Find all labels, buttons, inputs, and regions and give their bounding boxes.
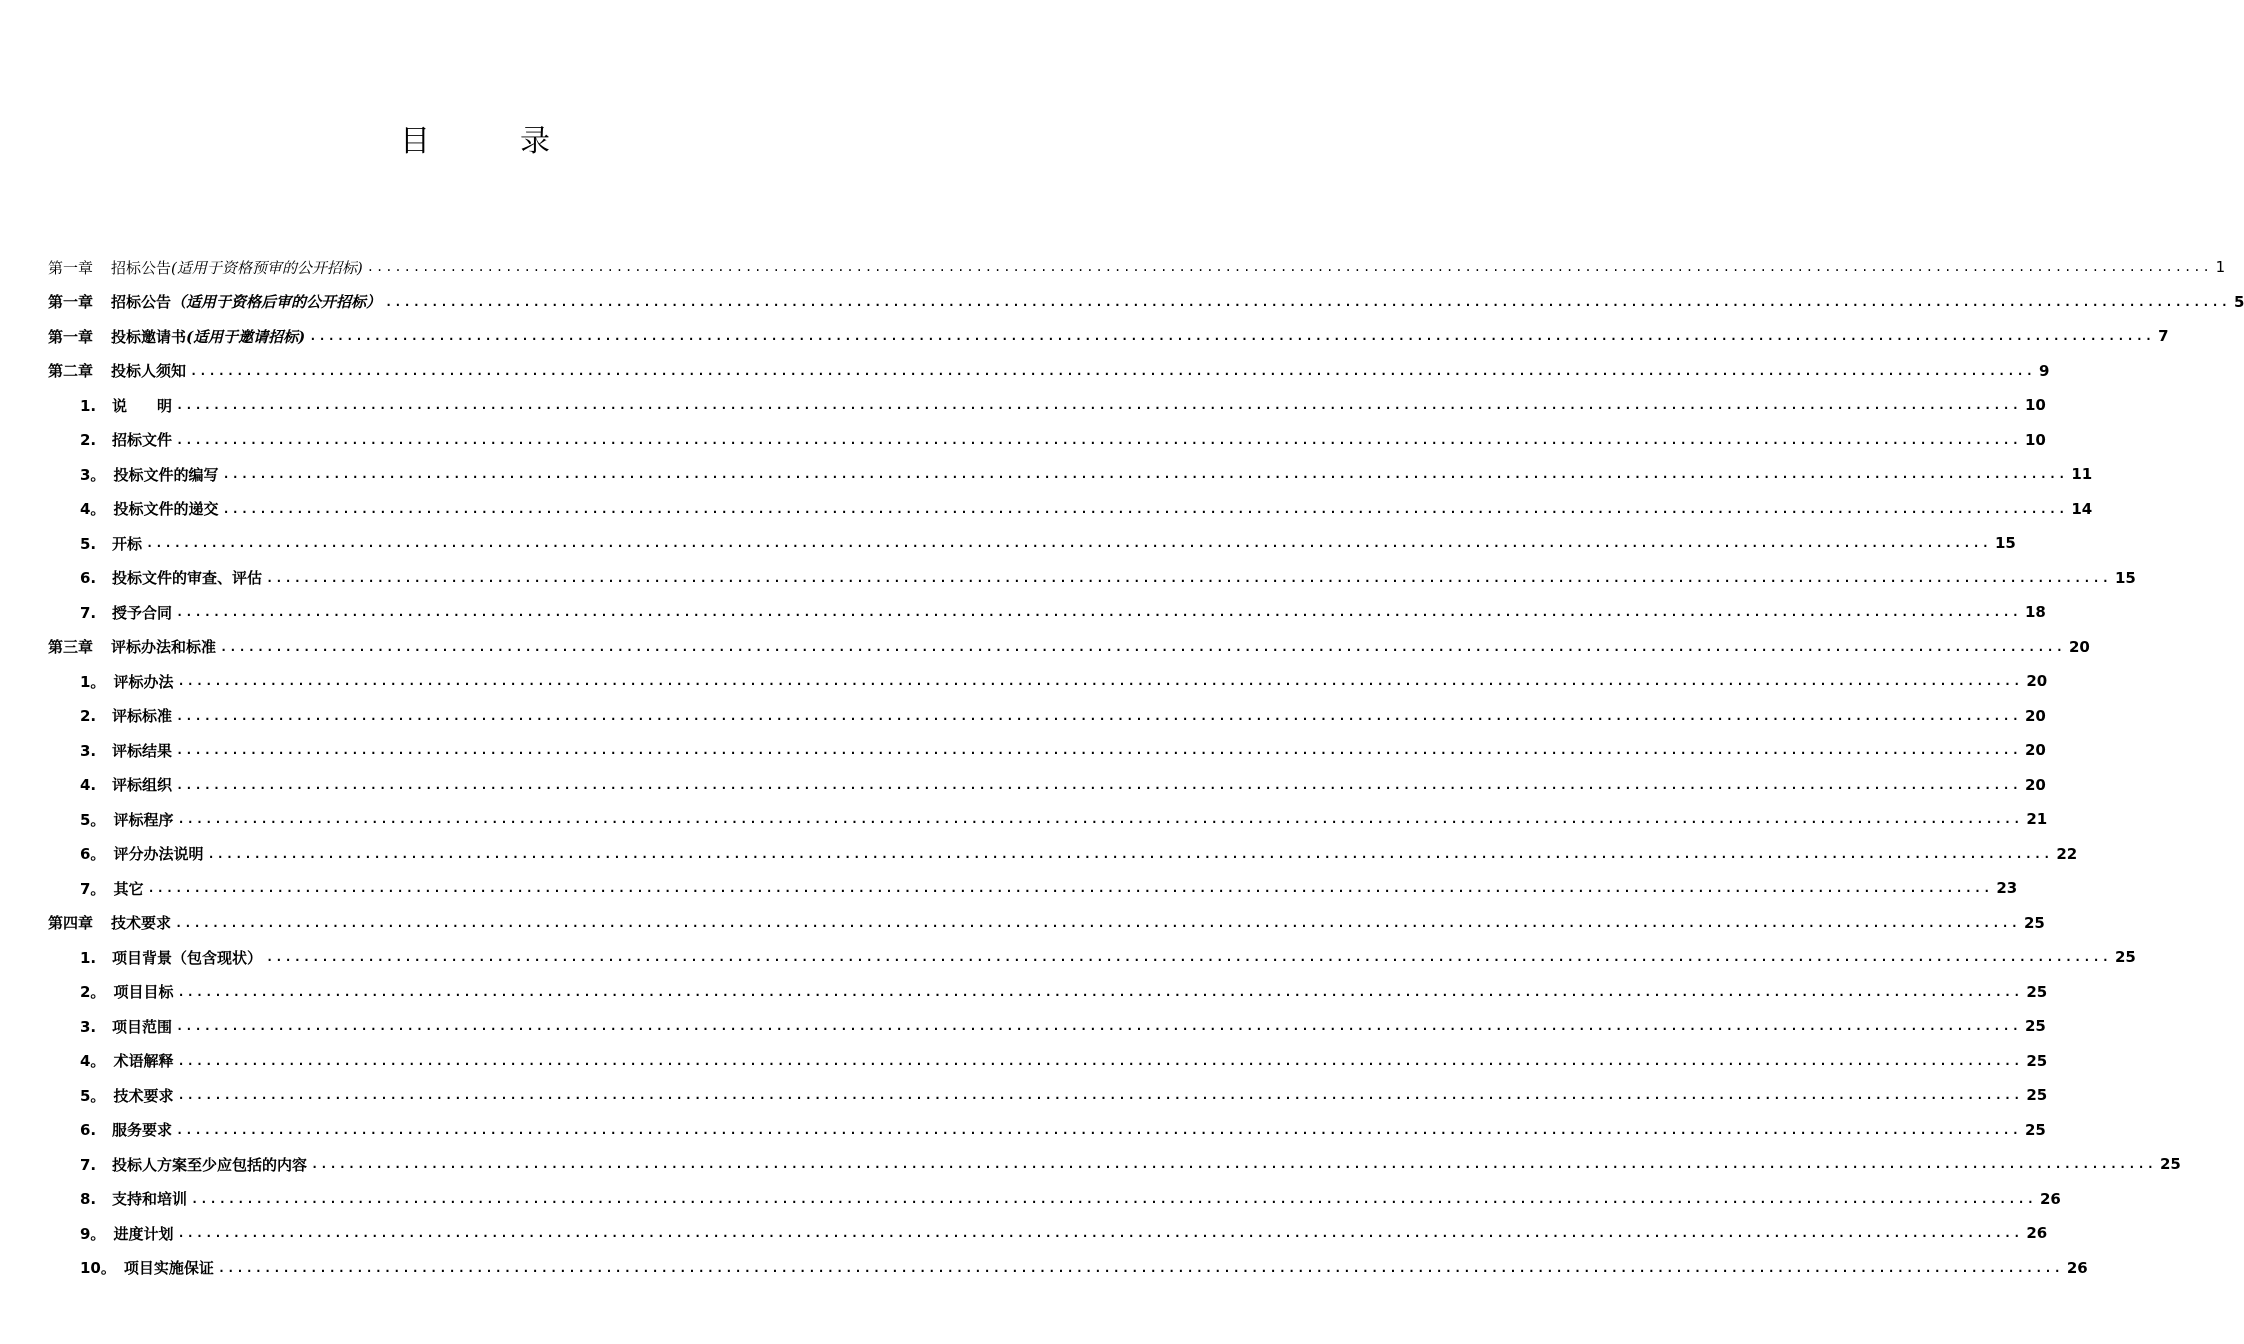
toc-page-number: 14 (2071, 499, 2093, 518)
toc-entry-text: 进度计划 (113, 1224, 174, 1243)
toc-dot-leader: ........................................................................................................................................................................................................ (222, 501, 2068, 516)
toc-page-number: 23 (1996, 879, 2018, 898)
toc-section-number: 6. (80, 569, 97, 588)
toc-page-number: 26 (2026, 1224, 2048, 1243)
toc-page-number: 15 (1994, 534, 2016, 553)
toc-entry-label (80, 1016, 172, 1037)
toc-dot-leader: ........................................................................................................................................................................................................ (146, 536, 1991, 551)
toc-page-number: 22 (2056, 844, 2078, 863)
toc-page-number: 10 (2024, 396, 2046, 415)
toc-entry[interactable] (48, 940, 2136, 975)
toc-section-number: 5。 (80, 810, 106, 829)
toc-entry-text: 支持和培训 (112, 1190, 188, 1209)
toc-entry-text: 说 明 (112, 396, 173, 415)
toc-entry-label (80, 498, 218, 519)
toc-page-number: 20 (2024, 775, 2046, 794)
toc-entry-text: 投标人方案至少应包括的内容 (112, 1155, 308, 1174)
toc-page-number: 21 (2026, 810, 2048, 829)
toc-title-right: 录 (520, 124, 550, 159)
toc-entry-text: 评标办法和标准 (111, 638, 217, 657)
toc-page-number: 20 (2024, 741, 2046, 760)
toc-entry-label (80, 671, 173, 692)
toc-page-number: 25 (2026, 1086, 2048, 1105)
toc-section-number: 4。 (80, 500, 106, 519)
toc-title-left: 目 (400, 124, 430, 159)
toc-entry[interactable] (48, 595, 2046, 630)
toc-page-number: 1 (2215, 258, 2226, 277)
toc-entry[interactable] (48, 768, 2046, 803)
toc-entry[interactable] (48, 388, 2046, 423)
toc-entry[interactable] (48, 250, 2226, 285)
toc-entry[interactable] (48, 526, 2016, 561)
toc-entry-text: 评标标准 (112, 707, 173, 726)
toc-entry[interactable] (48, 699, 2046, 734)
toc-entry-label (80, 1050, 173, 1071)
toc-entry-text: 术语解释 (113, 1052, 174, 1071)
toc-entry-label (48, 636, 216, 657)
toc-dot-leader: ........................................................................................................................................................................................................ (311, 1157, 2156, 1172)
toc-entry-label (80, 1119, 172, 1140)
toc-page-number: 5 (2233, 292, 2244, 311)
toc-entry-label (80, 705, 172, 726)
toc-dot-leader: ........................................................................................................................................................................................................ (217, 1260, 2063, 1275)
toc-entry-text: 投标邀请书 (111, 327, 187, 346)
toc-dot-leader: ........................................................................................................................................................................................................ (366, 260, 2212, 275)
toc-entry[interactable] (48, 319, 2169, 354)
toc-entry[interactable] (48, 837, 2078, 872)
toc-entry-text: 开标 (112, 534, 143, 553)
toc-dot-leader: ........................................................................................................................................................................................................ (176, 743, 2021, 758)
toc-entry-label (80, 1154, 307, 1175)
toc-section-number: 4。 (80, 1052, 106, 1071)
toc-entry[interactable] (48, 285, 2244, 320)
toc-section-number: 2. (80, 707, 97, 726)
toc-section-number: 1。 (80, 672, 106, 691)
toc-entry[interactable] (48, 492, 2093, 527)
toc-entry-text: 技术要求 (113, 1086, 174, 1105)
toc-dot-leader: ........................................................................................................................................................................................................ (175, 915, 2020, 930)
toc-dot-leader: ........................................................................................................................................................................................................ (177, 1226, 2023, 1241)
toc-dot-leader: ........................................................................................................................................................................................................ (207, 846, 2053, 861)
toc-page-number: 25 (2159, 1155, 2181, 1174)
toc-section-number: 3. (80, 741, 97, 760)
toc-section-number: 3。 (80, 465, 106, 484)
toc-section-number: 9。 (80, 1224, 106, 1243)
toc-section-number: 6。 (80, 845, 106, 864)
toc-section-number: 7. (80, 1155, 97, 1174)
toc-entry-text: 投标文件的编写 (113, 465, 219, 484)
toc-page-number: 25 (2114, 948, 2136, 967)
toc-entry-note: (适用于资格预审的公开招标) (171, 258, 363, 277)
toc-entry-label (80, 1188, 187, 1209)
toc-entry-label (80, 1085, 173, 1106)
toc-entry-label (80, 740, 172, 761)
toc-entry[interactable] (48, 871, 2018, 906)
toc-entry[interactable] (48, 975, 2048, 1010)
toc-dot-leader: ........................................................................................................................................................................................................ (177, 812, 2023, 827)
toc-section-number: 5. (80, 534, 97, 553)
toc-dot-leader: ........................................................................................................................................................................................................ (176, 1122, 2021, 1137)
toc-entry-label (80, 567, 262, 588)
toc-section-number: 7. (80, 603, 97, 622)
toc-entry-text: 技术要求 (111, 914, 172, 933)
toc-dot-leader: ........................................................................................................................................................................................................ (176, 1019, 2021, 1034)
toc-dot-leader: ........................................................................................................................................................................................................ (222, 467, 2068, 482)
toc-entry[interactable] (48, 906, 2045, 941)
toc-entry[interactable] (48, 664, 2048, 699)
toc-entry[interactable] (48, 1147, 2181, 1182)
toc-dot-leader: ........................................................................................................................................................................................................ (177, 1053, 2023, 1068)
toc-entry-label (48, 326, 305, 347)
toc-section-number: 8. (80, 1190, 97, 1209)
toc-entry[interactable] (48, 1044, 2048, 1079)
toc-page-number: 26 (2066, 1258, 2088, 1277)
toc-dot-leader: ........................................................................................................................................................................................................ (220, 639, 2065, 654)
toc-entry[interactable] (48, 802, 2048, 837)
toc-list (48, 250, 2244, 1285)
toc-page-number: 25 (2024, 1017, 2046, 1036)
toc-section-number: 1. (80, 396, 97, 415)
toc-chapter-number: 第一章 (48, 293, 94, 312)
toc-entry[interactable] (48, 630, 2090, 665)
toc-section-number: 1. (80, 948, 97, 967)
toc-section-number: 10。 (80, 1259, 116, 1278)
toc-page-number: 20 (2024, 706, 2046, 725)
toc-entry-label (80, 464, 218, 485)
toc-entry[interactable] (48, 1009, 2046, 1044)
toc-entry[interactable] (48, 1251, 2088, 1286)
toc-entry-label (80, 1223, 173, 1244)
toc-entry-text: 项目背景（包含现状） (112, 948, 263, 967)
toc-entry-text: 项目实施保证 (123, 1259, 214, 1278)
toc-entry-note: （适用于资格后审的公开招标） (171, 293, 382, 312)
toc-chapter-number: 第三章 (48, 638, 94, 657)
toc-dot-leader: ........................................................................................................................................................................................................ (177, 674, 2023, 689)
toc-section-number: 2. (80, 431, 97, 450)
toc-entry-label (48, 912, 171, 933)
toc-page-number: 18 (2024, 603, 2046, 622)
toc-dot-leader: ........................................................................................................................................................................................................ (190, 363, 2035, 378)
toc-page-number: 25 (2024, 1120, 2046, 1139)
toc-entry-text: 评标办法 (113, 672, 174, 691)
toc-entry-label (48, 257, 363, 278)
toc-entry-label (80, 809, 173, 830)
toc-dot-leader: ........................................................................................................................................................................................................ (385, 294, 2230, 309)
toc-page-number: 9 (2038, 361, 2050, 380)
toc-entry-text: 评标结果 (112, 741, 173, 760)
toc-entry[interactable] (48, 733, 2046, 768)
toc-page-number: 25 (2023, 913, 2045, 932)
toc-dot-leader: ........................................................................................................................................................................................................ (176, 398, 2021, 413)
toc-entry[interactable] (48, 423, 2046, 458)
toc-entry-text: 招标公告 (111, 258, 172, 277)
toc-entry-text: 招标文件 (112, 431, 173, 450)
toc-dot-leader: ........................................................................................................................................................................................................ (147, 881, 1993, 896)
toc-dot-leader: ........................................................................................................................................................................................................ (176, 605, 2021, 620)
toc-entry-text: 投标文件的递交 (113, 500, 219, 519)
toc-entry-text: 投标人须知 (111, 362, 187, 381)
toc-entry-text: 评标程序 (113, 810, 174, 829)
toc-entry-label (80, 843, 203, 864)
toc-chapter-number: 第一章 (48, 327, 94, 346)
toc-page-number: 20 (2026, 672, 2048, 691)
toc-entry-label (80, 878, 143, 899)
toc-entry-label (48, 291, 381, 312)
toc-entry[interactable] (48, 457, 2093, 492)
toc-entry-text: 授予合同 (112, 603, 173, 622)
toc-entry-text: 项目目标 (113, 983, 174, 1002)
toc-entry-text: 其它 (113, 879, 144, 898)
toc-page-number: 11 (2071, 465, 2093, 484)
toc-entry[interactable] (48, 1078, 2048, 1113)
toc-dot-leader: ........................................................................................................................................................................................................ (176, 777, 2021, 792)
toc-entry-text: 投标文件的审查、评估 (112, 569, 263, 588)
toc-section-number: 7。 (80, 879, 106, 898)
toc-entry[interactable] (48, 1182, 2061, 1217)
toc-section-number: 6. (80, 1121, 97, 1140)
toc-entry[interactable] (48, 1216, 2048, 1251)
toc-dot-leader: ........................................................................................................................................................................................................ (266, 570, 2111, 585)
toc-entry-text: 招标公告 (111, 293, 172, 312)
toc-dot-leader: ........................................................................................................................................................................................................ (176, 432, 2021, 447)
toc-dot-leader: ........................................................................................................................................................................................................ (309, 329, 2155, 344)
toc-entry-label (80, 1257, 214, 1278)
toc-entry[interactable] (48, 1113, 2046, 1148)
toc-dot-leader: ........................................................................................................................................................................................................ (177, 1088, 2023, 1103)
toc-page-number: 15 (2114, 568, 2136, 587)
toc-entry-text: 服务要求 (112, 1121, 173, 1140)
toc-entry-label (80, 774, 172, 795)
toc-entry-label (48, 360, 186, 381)
toc-section-number: 2。 (80, 983, 106, 1002)
toc-dot-leader: ........................................................................................................................................................................................................ (191, 1191, 2036, 1206)
toc-entry-text: 评分办法说明 (113, 845, 204, 864)
toc-chapter-number: 第一章 (48, 258, 94, 277)
toc-dot-leader: ........................................................................................................................................................................................................ (177, 984, 2023, 999)
toc-chapter-number: 第二章 (48, 362, 94, 381)
toc-page-number: 26 (2039, 1189, 2061, 1208)
toc-entry[interactable] (48, 354, 2050, 389)
toc-entry-label (80, 533, 142, 554)
toc-page-number: 25 (2026, 982, 2048, 1001)
toc-section-number: 4. (80, 776, 97, 795)
toc-entry-label (80, 947, 262, 968)
toc-section-number: 5。 (80, 1086, 106, 1105)
toc-entry-text: 评标组织 (112, 776, 173, 795)
toc-dot-leader: ........................................................................................................................................................................................................ (266, 950, 2111, 965)
toc-entry-note: (适用于邀请招标) (186, 327, 306, 346)
toc-chapter-number: 第四章 (48, 914, 94, 933)
toc-entry-label (80, 429, 172, 450)
toc-page-number: 20 (2068, 637, 2090, 656)
toc-entry-label (80, 395, 172, 416)
toc-entry-label (80, 981, 173, 1002)
toc-title (0, 116, 950, 160)
toc-page-number: 25 (2026, 1051, 2048, 1070)
toc-entry-label (80, 602, 172, 623)
toc-page-number: 7 (2158, 327, 2169, 346)
toc-page-number: 10 (2024, 430, 2046, 449)
toc-entry-text: 项目范围 (112, 1017, 173, 1036)
toc-section-number: 3. (80, 1017, 97, 1036)
toc-entry[interactable] (48, 561, 2136, 596)
toc-dot-leader: ........................................................................................................................................................................................................ (176, 708, 2021, 723)
